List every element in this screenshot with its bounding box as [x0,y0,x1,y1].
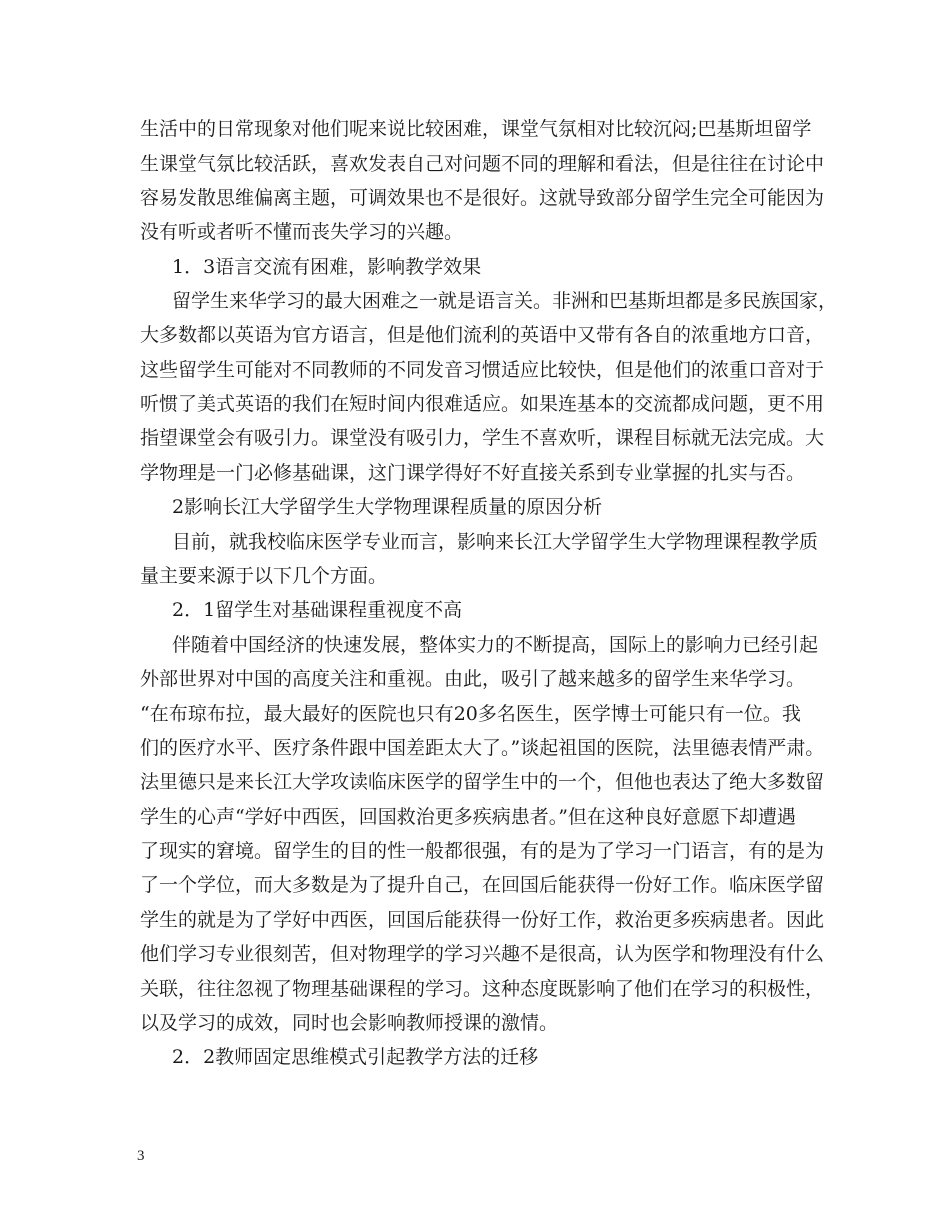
body-text-line: 大多数都以英语为官方语言，但是他们流利的英语中又带有各自的浓重地方口音， [140,324,825,346]
body-text-line: 指望课堂会有吸引力。课堂没有吸引力，学生不喜欢听，课程目标就无法完成。大 [140,427,825,449]
body-text-line: 们的医疗水平、医疗条件跟中国差距太大了。”谈起祖国的医院，法里德表情严肃。 [140,737,825,759]
body-text-line: “在布琼布拉，最大最好的医院也只有20多名医生，医学博士可能只有一位。我 [140,703,801,725]
section-heading-2: 2影响长江大学留学生大学物理课程质量的原因分析 [172,496,603,518]
body-text-line: 了现实的窘境。留学生的目的性一般都很强，有的是为了学习一门语言，有的是为 [140,840,825,862]
body-text-line: 听惯了美式英语的我们在短时间内很难适应。如果连基本的交流都成问题，更不用 [140,393,825,415]
body-text-line: 生课堂气氛比较活跃，喜欢发表自己对问题不同的理解和看法，但是往往在讨论中 [140,153,825,175]
body-text-line: 量主要来源于以下几个方面。 [140,565,388,587]
body-text-line: 关联，往往忽视了物理基础课程的学习。这种态度既影响了他们在学习的积极性， [140,978,825,1000]
body-text-line: 他们学习专业很刻苦，但对物理学的学习兴趣不是很高，认为医学和物理没有什么 [140,943,825,965]
section-heading-2-2: 2．2教师固定思维模式引起教学方法的迁移 [172,1046,539,1068]
page-number: 3 [137,1148,145,1164]
section-heading-2-1: 2．1留学生对基础课程重视度不高 [172,599,463,621]
body-text-line: 法里德只是来长江大学攻读临床医学的留学生中的一个，但他也表达了绝大多数留 [140,771,825,793]
section-heading-1-3: 1．3语言交流有困难，影响教学效果 [172,256,482,278]
body-text-line: 了一个学位，而大多数是为了提升自己，在回国后能获得一份好工作。临床医学留 [140,874,825,896]
body-text-line: 学物理是一门必修基础课，这门课学得好不好直接关系到专业掌握的扎实与否。 [140,462,806,484]
body-text-line: 目前，就我校临床医学专业而言，影响来长江大学留学生大学物理课程教学质 [172,531,819,553]
body-text-line: 生活中的日常现象对他们呢来说比较困难，课堂气氛相对比较沉闷;巴基斯坦留学 [140,118,812,140]
body-text-line: 容易发散思维偏离主题，可调效果也不是很好。这就导致部分留学生完全可能因为 [140,187,825,209]
body-text-line: 外部世界对中国的高度关注和重视。由此，吸引了越来越多的留学生来华学习。 [140,668,806,690]
body-text-line: 伴随着中国经济的快速发展，整体实力的不断提高，国际上的影响力已经引起 [172,634,819,656]
body-text-line: 没有听或者听不懂而丧失学习的兴趣。 [140,221,464,243]
body-text-line: 以及学习的成效，同时也会影响教师授课的激情。 [140,1012,559,1034]
body-text-line: 这些留学生可能对不同教师的不同发音习惯适应比较快，但是他们的浓重口音对于 [140,359,825,381]
body-text-line: 学生的心声“学好中西医，回国救治更多疾病患者。”但在这种良好意愿下却遭遇 [140,806,796,828]
body-text-line: 学生的就是为了学好中西医，回国后能获得一份好工作，救治更多疾病患者。因此 [140,909,825,931]
body-text-line: 留学生来华学习的最大困难之一就是语言关。非洲和巴基斯坦都是多民族国家， [172,290,838,312]
